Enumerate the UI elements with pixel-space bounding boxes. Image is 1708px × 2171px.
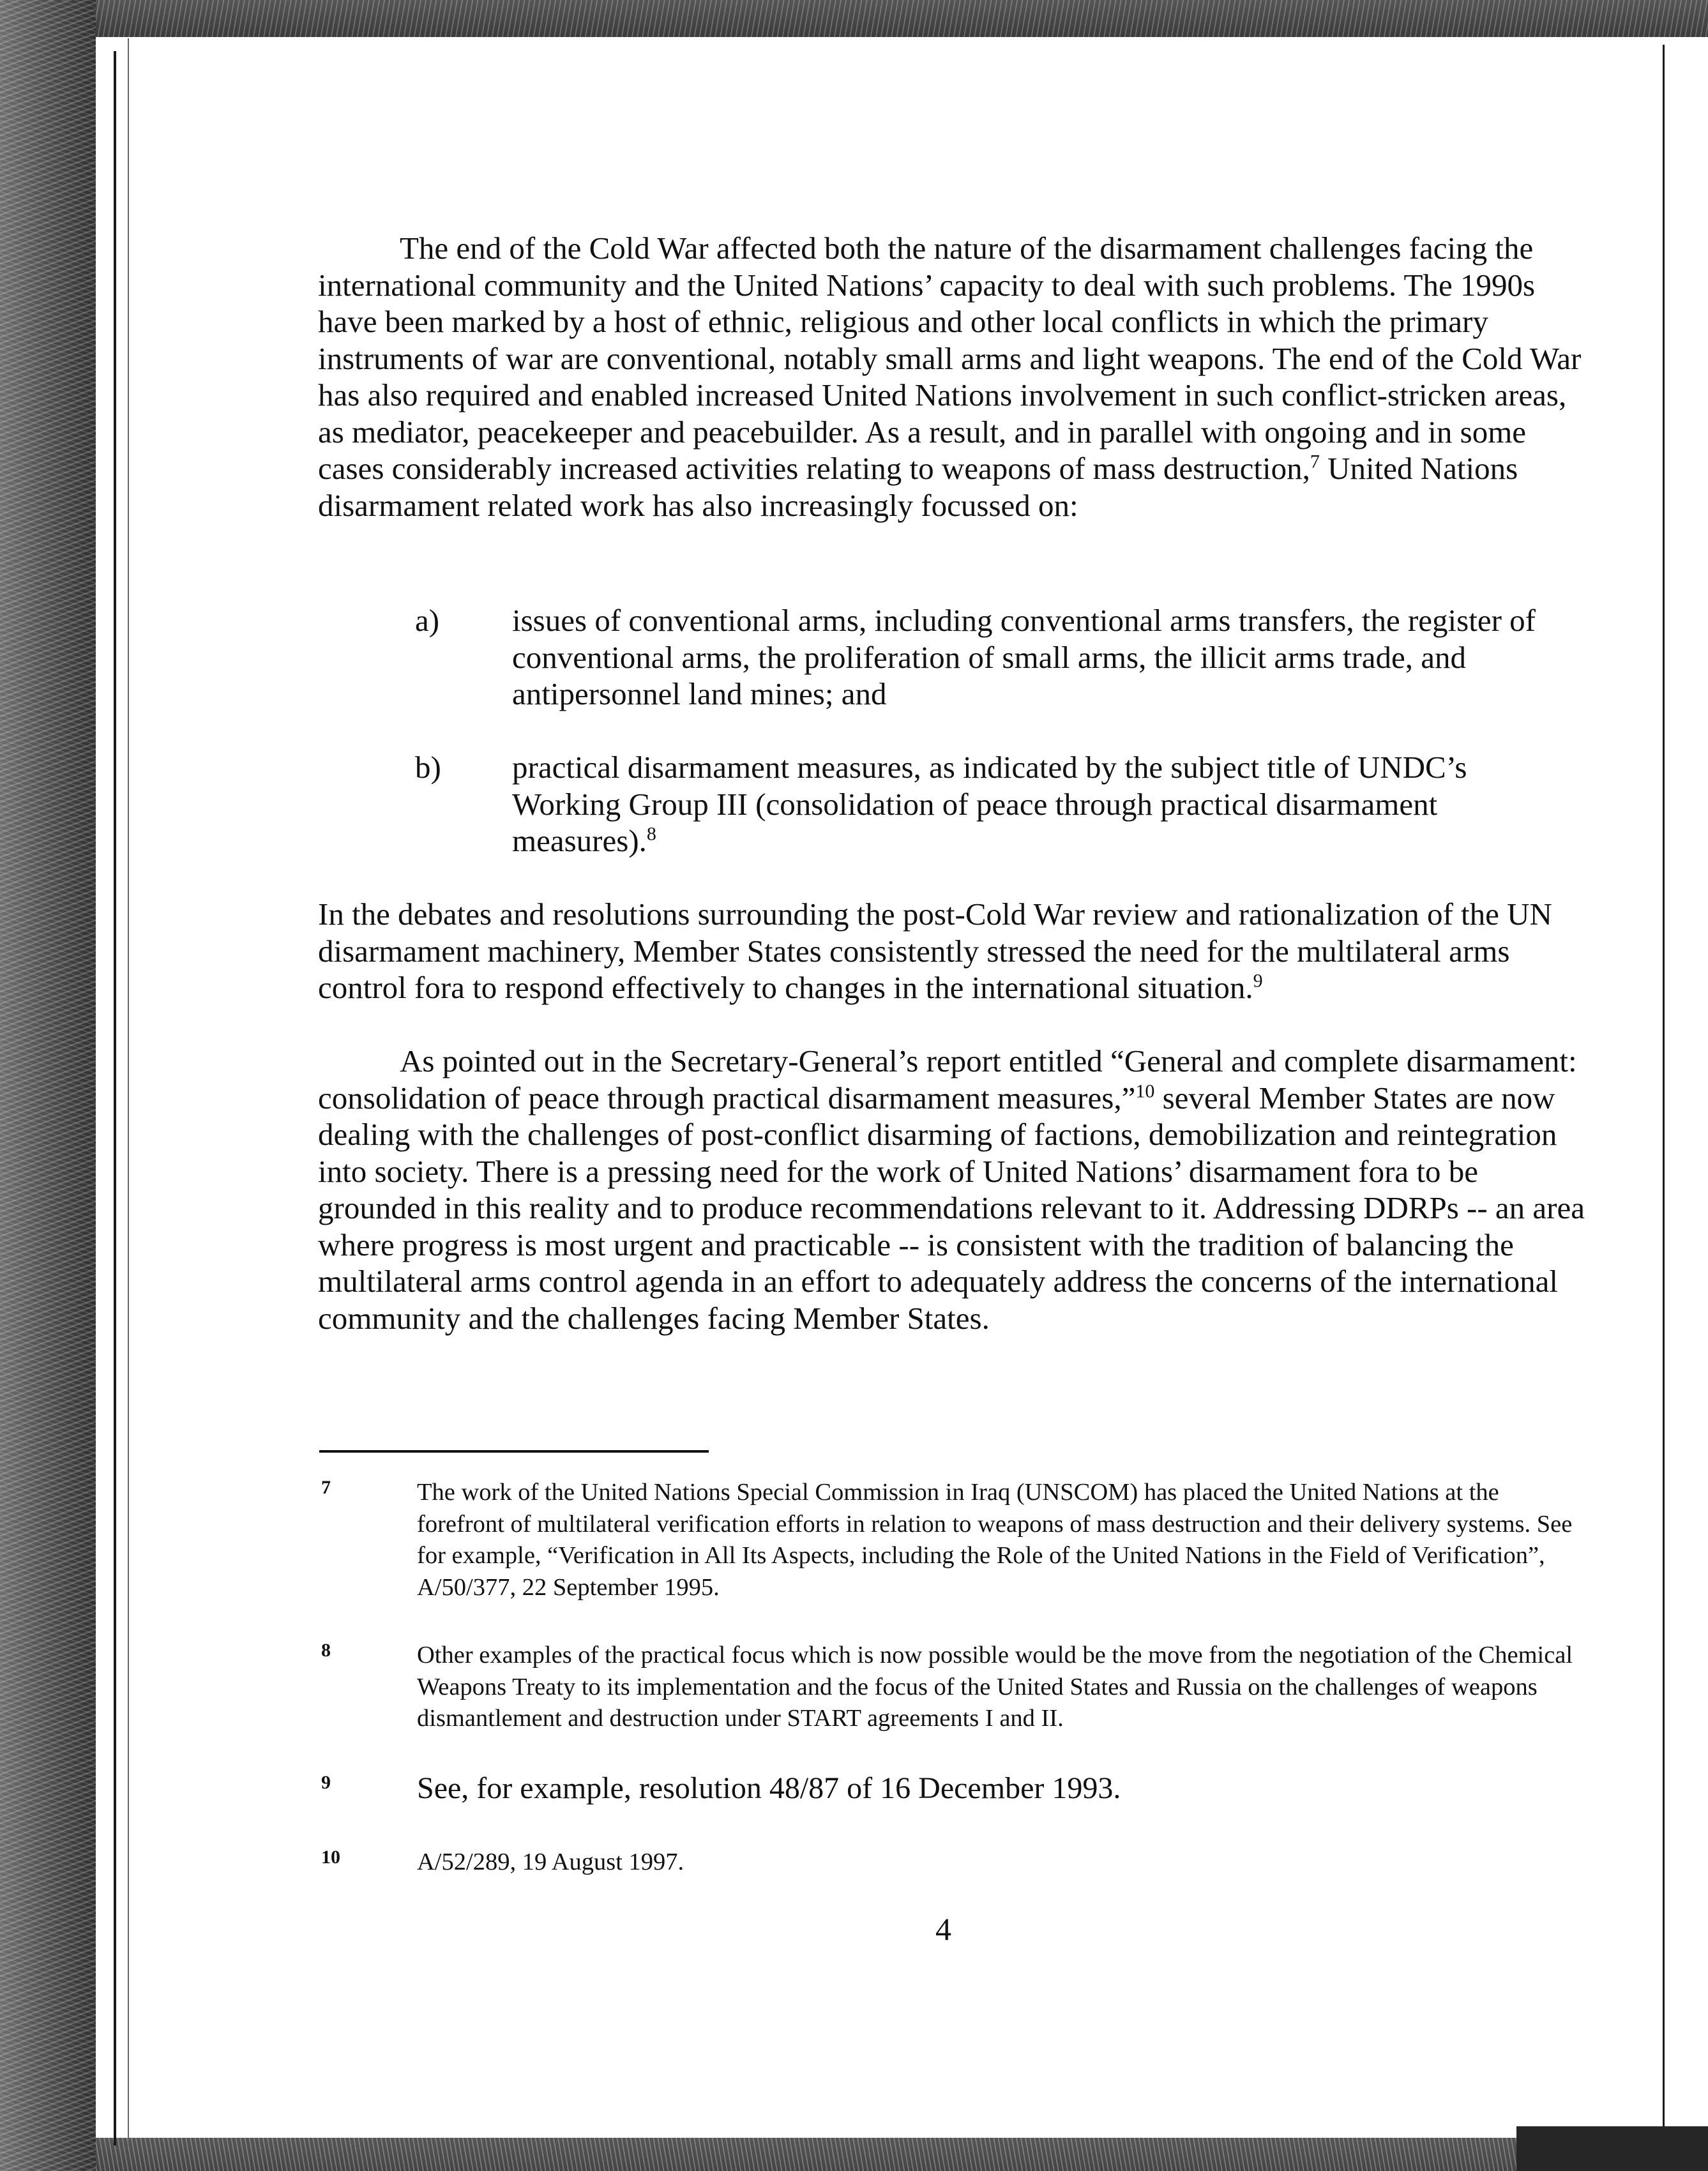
- page-edge-right: [1663, 45, 1665, 2126]
- page-edge-left-shadow: [128, 38, 129, 2145]
- footnote-separator: [319, 1450, 709, 1453]
- footnote-ref-8[interactable]: 8: [646, 823, 656, 845]
- footnote-text: The work of the United Nations Special Commission in Iraq (UNSCOM) has placed the United Nations at the forefront of multilateral verification efforts in relation to weapons of mass destruction and their delivery systems. See for example, “Verification in All Its Aspects, including the Role of the United Nations in the Field of Verification”, A/50/377, 22 September 1995.: [417, 1479, 1573, 1601]
- footnote-ref-9[interactable]: 9: [1253, 970, 1263, 992]
- paragraph-text: In the debates and resolutions surrounding the post-Cold War review and rationalization of the UN disarmament machinery, Member States consistently stressed the need for the multilateral arms control fora to respond effectively to changes in the international situation.: [318, 896, 1552, 1005]
- list-text-a: issues of conventional arms, including conventional arms transfers, the register of conventional arms, the proliferation of small arms, the illicit arms trade, and antipersonnel land mines; and: [512, 603, 1536, 711]
- page-number: 4: [935, 1911, 951, 1947]
- paragraph-secretary-general: [318, 1043, 1589, 1336]
- paragraph-text: As pointed out in the Secretary-General’s report entitled “General and complete disarmament: consolidation of peace through practical disarmament measures,”: [318, 1043, 1577, 1116]
- paragraph-cold-war: [318, 230, 1589, 524]
- footnote-number: 8: [321, 1640, 331, 1661]
- list-text-b: [512, 749, 1572, 859]
- footnote-number: 10: [321, 1847, 340, 1868]
- paragraph-text: The end of the Cold War affected both the nature of the disarmament challenges facing the international community and the United Nations’ capacity to deal with such problems. The 1990s have been marked by a host of ethnic, religious and other local conflicts in which the primary instruments of war are conventional, notably small arms and light weapons. The end of the Cold War has also required and enabled increased United Nations involvement in such conflict-stricken areas, as mediator, peacekeeper and peacebuilder. As a result, and in parallel with ongoing and in some cases considerably increased activities relating to weapons of mass destruction,: [318, 231, 1582, 486]
- page-edge-left: [114, 51, 116, 2145]
- paragraph-debates: [318, 896, 1589, 1006]
- scan-corner-bottom-right: [1516, 2126, 1708, 2171]
- footnote-ref-7[interactable]: 7: [1310, 451, 1320, 473]
- footnote-ref-10[interactable]: 10: [1135, 1080, 1155, 1102]
- footnote-number: 9: [321, 1772, 331, 1793]
- list-marker-a: a): [415, 603, 440, 638]
- scan-border-top: [0, 0, 1708, 37]
- paragraph-text-tail: United Nations disarmament related work has also increasingly focussed on:: [318, 451, 1518, 523]
- scan-border-bottom: [96, 2138, 1708, 2171]
- footnote-text: See, for example, resolution 48/87 of 16 December 1993.: [417, 1771, 1121, 1805]
- footnote-number: 7: [321, 1477, 331, 1498]
- list-marker-b: b): [415, 750, 441, 785]
- paragraph-text-tail: several Member States are now dealing with the challenges of post-conflict disarming of factions, demobilization and reintegration into society. There is a pressing need for the work of United Nations’ disarmament fora to be grounded in this reality and to produce recommendations relevant to it. Addressing DDRPs -- an area where progress is most urgent and practicable -- is consistent with the tradition of balancing the multilateral arms control agenda in an effort to adequately address the concerns of the international community and the challenges facing Member States.: [318, 1080, 1585, 1336]
- scan-border-left: [0, 0, 96, 2171]
- list-text-b-body: practical disarmament measures, as indicated by the subject title of UNDC’s Working Group III (consolidation of peace through practical disarmament measures).: [512, 750, 1467, 858]
- footnote-text: A/52/289, 19 August 1997.: [417, 1849, 684, 1875]
- footnote-text: Other examples of the practical focus which is now possible would be the move from the negotiation of the Chemical Weapons Treaty to its implementation and the focus of the United States and Russia on the challenges of weapons dismantlement and destruction under START agreements I and II.: [417, 1642, 1573, 1732]
